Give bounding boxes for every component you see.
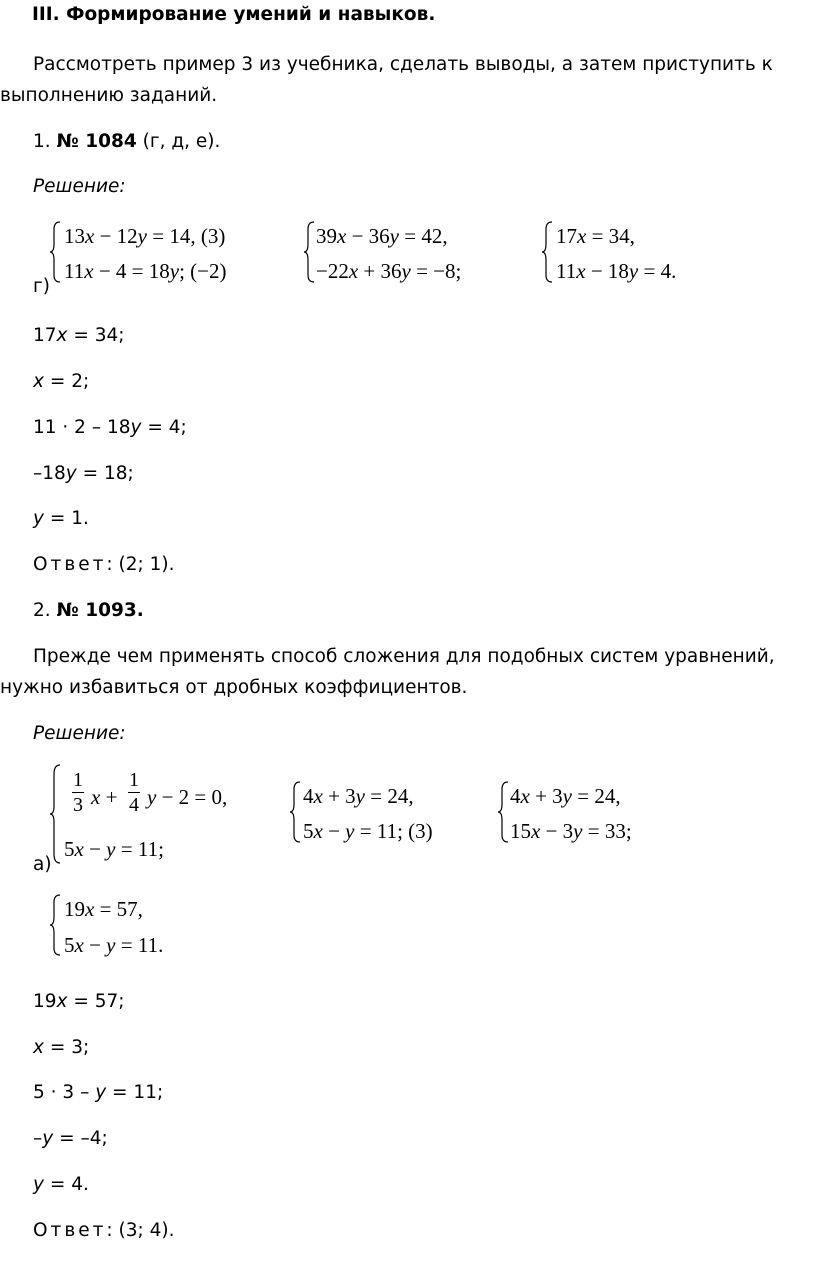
t2-frac-one-fourth: 1 4 bbox=[129, 769, 139, 816]
t1-step-4: –18y = 18; bbox=[33, 463, 134, 484]
t2-step-2: x = 3; bbox=[33, 1037, 90, 1058]
intro-line-2: выполнению заданий. bbox=[0, 85, 218, 106]
t2-step-1: 19x = 57; bbox=[33, 991, 125, 1012]
t2-sys1-row1-part1: x + bbox=[91, 785, 118, 809]
t2-sys1-row2: 5x − y = 11; bbox=[64, 837, 164, 861]
intro-line-1: Рассмотреть пример 3 из учебника, сделать выводы, а затем приступить к bbox=[33, 54, 773, 75]
brace-t2-sys4 bbox=[49, 894, 63, 956]
t1-step-2: x = 2; bbox=[33, 371, 90, 392]
t2-item-label: а) bbox=[33, 854, 52, 875]
task2-solution-label: Решение: bbox=[33, 723, 126, 744]
t2-sys3-row1: 4x + 3y = 24, bbox=[510, 784, 621, 808]
task1-number: 1. bbox=[33, 131, 57, 152]
t1-step-3: 11 · 2 – 18y = 4; bbox=[33, 417, 187, 438]
t1-sys3-row2: 11x − 18y = 4. bbox=[556, 259, 677, 283]
t1-sys2-row1: 39x − 36y = 42, bbox=[316, 224, 448, 248]
section-heading: III. Формирование умений и навыков. bbox=[32, 4, 436, 25]
t2-step-5: y = 4. bbox=[33, 1174, 89, 1195]
t2-sys3-row2: 15x − 3y = 33; bbox=[510, 819, 632, 843]
t1-answer-word: Ответ bbox=[33, 554, 107, 575]
task1-solution-label: Решение: bbox=[33, 176, 126, 197]
t1-sys3-row1: 17x = 34, bbox=[556, 224, 635, 248]
t2-sys1-row1-part2: y − 2 = 0, bbox=[147, 785, 228, 809]
t2-answer-value: : (3; 4). bbox=[106, 1220, 175, 1241]
t2-step-3: 5 · 3 – y = 11; bbox=[33, 1082, 164, 1103]
brace-t2-sys2 bbox=[289, 781, 303, 843]
t2-answer bbox=[33, 1222, 175, 1241]
t2-sys2-row2: 5x − y = 11; (3) bbox=[303, 819, 433, 843]
t2-answer-word: Ответ bbox=[33, 1220, 107, 1241]
brace-t2-sys3 bbox=[497, 781, 511, 843]
task2-intro-line-2: нужно избавиться от дробных коэффициентов. bbox=[0, 677, 468, 698]
task2-title bbox=[33, 602, 144, 621]
t2-sys4-row2: 5x − y = 11. bbox=[64, 933, 164, 957]
t2-sys4-row1: 19x = 57, bbox=[64, 897, 143, 921]
t1-sys1-row2: 11x − 4 = 18y; (−2) bbox=[64, 259, 227, 283]
brace-t1-sys3 bbox=[541, 221, 555, 283]
task1-exercise: № 1084 bbox=[56, 131, 137, 152]
t2-sys2-row1: 4x + 3y = 24, bbox=[303, 784, 414, 808]
task2-intro-line-1: Прежде чем применять способ сложения для подобных систем уравнений, bbox=[33, 646, 775, 667]
t1-sys2-row2: −22x + 36y = −8; bbox=[316, 259, 462, 283]
task2-number: 2. bbox=[33, 600, 57, 621]
t1-answer-value: : (2; 1). bbox=[106, 554, 175, 575]
t1-sys1-row1: 13x − 12y = 14, (3) bbox=[64, 224, 226, 248]
task1-title bbox=[33, 133, 220, 152]
task1-parts: (г, д, е). bbox=[136, 131, 221, 152]
t1-step-5: y = 1. bbox=[33, 508, 89, 529]
brace-t1-sys2 bbox=[303, 221, 317, 283]
task2-exercise: № 1093. bbox=[56, 600, 144, 621]
t1-step-1: 17x = 34; bbox=[33, 325, 125, 346]
brace-t2-sys1 bbox=[49, 764, 63, 864]
t2-frac-one-third: 1 3 bbox=[73, 769, 83, 816]
t2-step-4: –y = –4; bbox=[33, 1128, 108, 1149]
brace-t1-sys1 bbox=[49, 221, 63, 283]
t1-answer bbox=[33, 556, 175, 575]
t1-item-label: г) bbox=[33, 276, 50, 297]
